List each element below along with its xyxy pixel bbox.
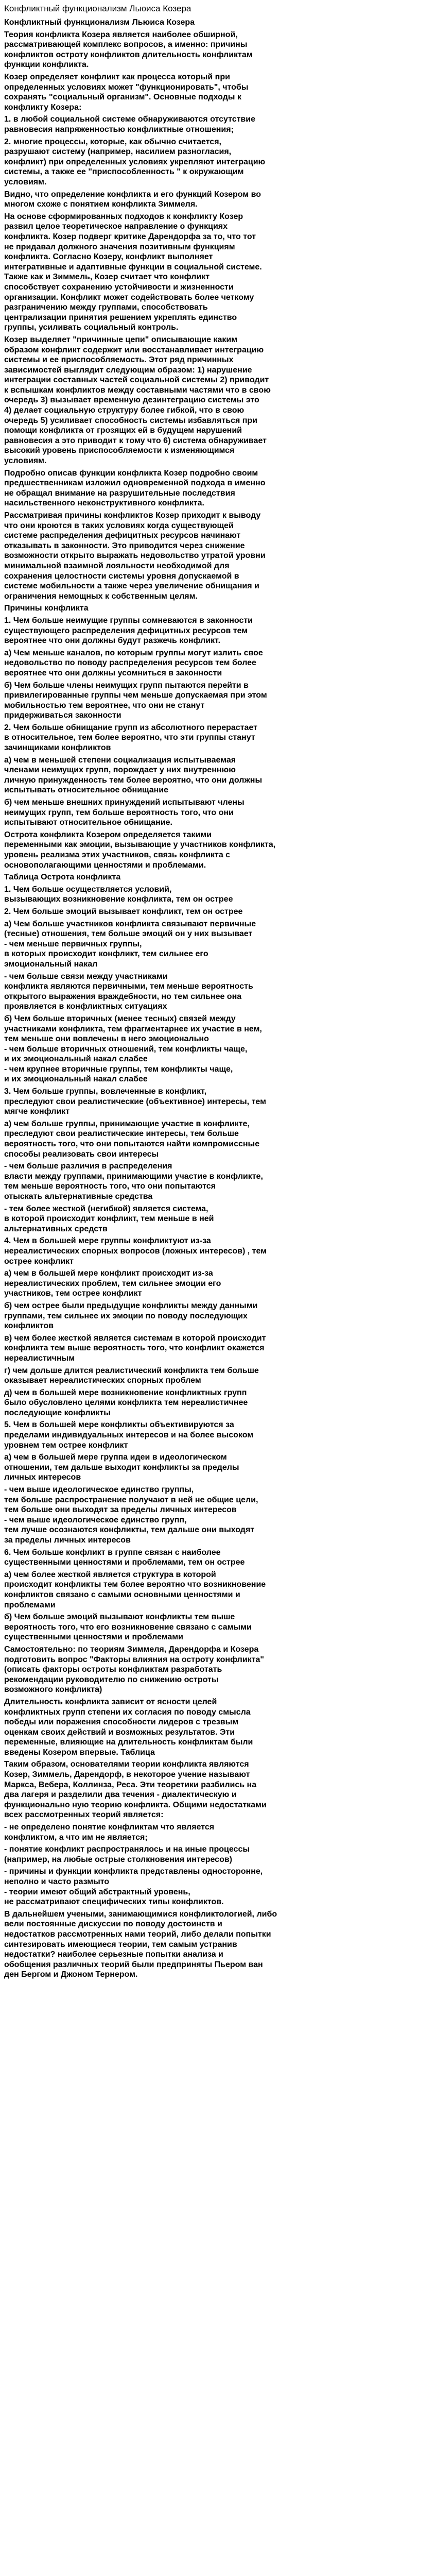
- text-line: в) чем более жесткой является системам в которой происходит: [4, 1333, 266, 1343]
- text-line: системе распределения дефицитных ресурсов начинают: [4, 531, 241, 540]
- text-line: всех рассмотренных теорий является:: [4, 1810, 164, 1820]
- text-line: в которых происходит конфликт, тем сильнее его: [4, 950, 208, 959]
- text-line: не придавал должного значения позитивным функциям: [4, 242, 235, 251]
- text-line: - не определено понятие конфликтам что является: [4, 1823, 215, 1832]
- text-line: г) чем дольше длится реалистический конфликта тем больше: [4, 1366, 259, 1375]
- text-line: рекомендации руководителю по снижению остроты: [4, 1675, 219, 1684]
- text-line: личную принужденность тем более вероятно, что они должны: [4, 775, 263, 785]
- paragraph: [4, 616, 432, 646]
- paragraph: [4, 114, 432, 134]
- text-line: 3. Чем больше группы, вовлеченные в конфликт,: [4, 1087, 207, 1096]
- text-line: (описать факторы остроты конфликтам разработать: [4, 1665, 222, 1674]
- text-line: сохранения целостности системы уровня допускаемой в: [4, 571, 239, 581]
- text-line: а) чем больше группы, принимающие участие в конфликте,: [4, 1119, 250, 1128]
- paragraph: [4, 919, 432, 970]
- text-line: а) Чем больше участников конфликта связывают первичные: [4, 919, 256, 928]
- text-line: системы и ее приспособляемость. Этот ряд причинных: [4, 355, 234, 365]
- text-line: - чем больше связи между участниками: [4, 972, 168, 981]
- text-line: тем меньше вероятность того, что они попытаются: [4, 1182, 216, 1191]
- text-line: конфликтов связано с самыми основными ценностями и: [4, 1590, 240, 1599]
- text-line: Видно, что определение конфликта и его функций Козером во: [4, 190, 261, 199]
- text-line: конфликту Козера:: [4, 103, 82, 112]
- paragraph: [4, 1087, 432, 1117]
- text-line: зависимостей выглядит следующим образом: 1) нарушение: [4, 365, 252, 375]
- text-line: членами неимущих групп, порождает у них внутреннюю: [4, 766, 236, 775]
- text-line: Козер выделяет "причинные цепи" описывающие каким: [4, 335, 238, 344]
- paragraph: [4, 755, 432, 795]
- paragraph: [4, 1204, 432, 1234]
- text-line: преследуют свои реалистические (объективное) интересы, тем: [4, 1097, 266, 1106]
- text-line: острее конфликт: [4, 1257, 74, 1266]
- text-line: 1. Чем больше неимущие группы сомневаются в законности: [4, 616, 253, 625]
- text-line: Маркса, Вебера, Коллинза, Реса. Эти теоретики разбились на: [4, 1780, 257, 1789]
- text-line: интеграции составных частей социальной системы 2) приводит: [4, 376, 269, 385]
- text-line: системы, а также ее "приспособленность " к окружающим: [4, 167, 244, 177]
- text-line: разрушают систему (например, насилием разногласия,: [4, 147, 232, 157]
- text-line: организации. Конфликт может содействовать более четкому: [4, 293, 254, 302]
- text-line: вероятность того, что они попытаются найти компромиссные: [4, 1140, 260, 1149]
- text-line: б) чем острее были предыдущие конфликты между данными: [4, 1301, 258, 1310]
- text-line: возможности открыто выражать недовольство утратой уровни: [4, 551, 266, 561]
- text-line: 2. Чем больше эмоций вызывает конфликт, тем он острее: [4, 907, 243, 916]
- paragraph: [4, 1333, 432, 1364]
- text-line: в которой происходит конфликт, тем меньше в ней: [4, 1214, 214, 1224]
- text-line: недовольство по поводу распределения ресурсов тем более: [4, 658, 256, 668]
- text-line: многом схоже с понятием конфликта Зиммеля.: [4, 200, 198, 209]
- paragraph: [4, 1909, 432, 1980]
- text-line: ограничения немощных к собственным целям.: [4, 591, 198, 601]
- text-line: очередь 3) вызывает временную дезинтеграцию системы это: [4, 396, 259, 405]
- text-line: вызывающих возникновение конфликта, тем он острее: [4, 895, 233, 904]
- text-line: нереалистичным: [4, 1353, 75, 1363]
- text-line: власти между группами, принимающими участие в конфликте,: [4, 1172, 263, 1181]
- paragraph: [4, 1420, 432, 1450]
- text-line: отказывать в законности. Это приводится через снижение: [4, 541, 245, 550]
- text-line: б) Чем больше члены неимущих групп пытаются перейти в: [4, 681, 249, 690]
- text-line: - чем выше идеологическое единство группы,: [4, 1485, 194, 1495]
- paragraph: [4, 648, 432, 679]
- text-line: существенными ценностями и проблемами, тем он острее: [4, 1558, 245, 1567]
- text-line: - чем больше вторичных отношений, тем конфликты чаще,: [4, 1044, 248, 1054]
- paragraph: [4, 972, 432, 1012]
- text-line: конфликта. Козер подверг критике Дарендорфа за то, что тот: [4, 232, 256, 241]
- text-line: (тесные) отношения, тем больше эмоций он у них вызывает: [4, 929, 253, 939]
- text-line: испытывают относительное обнищание.: [4, 818, 172, 827]
- paragraph: [4, 1697, 432, 1758]
- text-line: Таблица Острота конфликта: [4, 873, 121, 882]
- paragraph: [4, 681, 432, 721]
- text-line: подготовить вопрос "Факторы влияния на остроту конфликта": [4, 1655, 265, 1664]
- text-line: помощи конфликта от грозящих ей в будущем нарушений: [4, 426, 242, 435]
- text-line: а) чем в меньшей степени социализация испытываемая: [4, 755, 236, 765]
- text-line: тем больше они выходят за пределы личных интересов: [4, 1505, 237, 1515]
- text-line: введены Козером впервые. Таблица: [4, 1748, 155, 1757]
- text-line: б) Чем больше эмоций вызывают конфликты тем выше: [4, 1613, 235, 1622]
- paragraph: [4, 212, 432, 333]
- text-line: недостатки? наиболее серьезные попытки анализа и: [4, 1950, 223, 1959]
- text-line: нереалистических спорных вопросов (ложных интересов) , тем: [4, 1246, 267, 1256]
- paragraph: [4, 1822, 432, 1842]
- paragraph: [4, 798, 432, 828]
- text-line: условиям.: [4, 178, 47, 187]
- text-line: равновесия а это приводит к тому что 6) система обнаруживает: [4, 436, 267, 445]
- text-line: 2. многие процессы, которые, как обычно считается,: [4, 137, 221, 146]
- text-line: сохранять "социальный организм". Основные подходы к: [4, 93, 241, 102]
- text-line: зачинщиками конфликтов: [4, 743, 111, 753]
- text-line: интегративные и адаптивные функции в социальной системе.: [4, 262, 262, 272]
- text-line: оказывает нереалистических спорных проблем: [4, 1376, 201, 1385]
- text-line: вероятнее что они должны будут разжечь конфликт.: [4, 636, 221, 646]
- paragraph: [4, 1301, 432, 1331]
- paragraph: [4, 468, 432, 509]
- paragraph: [4, 1014, 432, 1084]
- text-line: На основе сформированных подходов к конфликту Козер: [4, 212, 243, 221]
- text-line: а) чем в большей мере конфликт происходит из-за: [4, 1269, 213, 1278]
- text-line: - чем меньше первичных группы,: [4, 939, 142, 948]
- text-line: а) Чем меньше каналов, по которым группы могут излить свое: [4, 648, 263, 657]
- paragraph: [4, 1645, 432, 1695]
- text-line: равновесия напряженностью конфликтные отношения;: [4, 125, 234, 134]
- text-line: участниками конфликта, тем фрагментарнее их участие в нем,: [4, 1024, 262, 1033]
- text-line: минимальной взаимной лояльности необходимой для: [4, 561, 230, 570]
- text-line: конфликтных групп степени их согласия по поводу смысла: [4, 1707, 251, 1717]
- text-line: конфликтов остроту конфликтов длительность конфликтам: [4, 50, 253, 59]
- text-line: конфликта. Согласно Козеру, конфликт выполняет: [4, 252, 213, 262]
- text-line: - чем больше различия в распределения: [4, 1162, 172, 1171]
- text-line: не обращал внимание на разрушительные последствия: [4, 488, 235, 498]
- paragraph: [4, 1236, 432, 1266]
- text-line: тем лучше осознаются конфликты, тем дальше они выходят: [4, 1526, 255, 1535]
- text-line: эмоциональный накал: [4, 959, 98, 969]
- paragraph: [4, 1570, 432, 1610]
- text-line: рассматривающей комплекс вопросов, а именно: причины: [4, 40, 248, 49]
- text-line: - теории имеют общий абстрактный уровень,: [4, 1887, 190, 1896]
- text-line: конфликтов: [4, 1321, 54, 1331]
- paragraph: [4, 335, 432, 466]
- text-line: конфликта являются первичными, тем меньше вероятность: [4, 982, 253, 991]
- paragraph: [4, 1366, 432, 1386]
- text-line: (например, на любые острые столкновения интересов): [4, 1855, 232, 1864]
- text-line: - причины и функции конфликта представлены односторонне,: [4, 1867, 263, 1876]
- paragraph: [4, 1161, 432, 1201]
- text-line: вероятнее что они должны усомниться в законности: [4, 668, 222, 677]
- text-line: развил целое теоретическое направление о функциях: [4, 222, 228, 231]
- text-line: переменные, влияющие на длительность конфликтам были: [4, 1738, 253, 1747]
- text-line: а) чем в большей мере группа идеи в идеологическом: [4, 1453, 227, 1462]
- text-line: Козер определяет конфликт как процесса который при: [4, 73, 230, 82]
- text-line: неполно и часто размыто: [4, 1877, 110, 1886]
- text-line: победы или поражения способности лидеров с трезвым: [4, 1718, 239, 1727]
- text-line: уровень реализма этих участников, связь конфликта с: [4, 851, 231, 859]
- text-line: 1. в любой социальной системе обнаруживаются отсутствие: [4, 115, 255, 124]
- text-line: очередь 5) усиливает способность системы избавляться при: [4, 416, 258, 425]
- paragraph: [4, 1485, 432, 1546]
- text-line: было обусловлено целями конфликта тем нереалистичнее: [4, 1398, 248, 1408]
- paragraph: [4, 1268, 432, 1299]
- paragraph: [4, 1388, 432, 1418]
- text-line: к вспышкам конфликтов между составными частями что в свою: [4, 385, 271, 395]
- text-line: д) чем в большей мере возникновение конфликтных групп: [4, 1388, 247, 1397]
- text-line: конфликтом, а что им не является;: [4, 1833, 148, 1842]
- text-line: централизации принятия решением укреплять единство: [4, 313, 237, 322]
- text-line: альтернативных средств: [4, 1224, 108, 1233]
- text-line: открытого выражения враждебности, но тем сильнее она: [4, 992, 242, 1001]
- text-line: и их эмоциональный накал слабее: [4, 1055, 148, 1064]
- text-line: конфликт) при определенных условиях укрепляют интеграцию: [4, 157, 266, 166]
- paragraph: [4, 511, 432, 601]
- paragraph: [4, 1867, 432, 1907]
- text-line: ден Бергом и Джоном Тернером.: [4, 1970, 138, 1979]
- document-body: [4, 18, 432, 1980]
- text-line: существующего распределения дефицитных ресурсов тем: [4, 626, 248, 635]
- text-line: группы, усиливать социальный контроль.: [4, 323, 179, 332]
- text-line: отношении, тем дальше выходит конфликты за пределы: [4, 1463, 239, 1472]
- paragraph: [4, 1612, 432, 1642]
- text-line: 1. Чем больше осуществляется условий,: [4, 885, 172, 894]
- paragraph: [4, 872, 432, 883]
- text-line: - понятие конфликт распространялось и на иные процессы: [4, 1845, 250, 1854]
- text-line: возможного конфликта): [4, 1685, 102, 1694]
- text-line: определенных условиях может "функционировать", чтобы: [4, 82, 249, 92]
- text-line: 4. Чем в большей мере группы конфликтуют из-за: [4, 1236, 211, 1246]
- paragraph: [4, 907, 432, 917]
- text-line: способы реализовать свои интересы: [4, 1149, 159, 1159]
- paragraph: [4, 1844, 432, 1865]
- document-title: Конфликтный функционализм Льюиса Козера: [4, 4, 191, 13]
- text-line: функционально ную теорию конфликта. Общими недостатками: [4, 1800, 267, 1809]
- paragraph: [4, 1119, 432, 1159]
- text-line: нереалистических проблем, тем сильнее эмоции его: [4, 1279, 221, 1288]
- paragraph: [4, 723, 432, 753]
- text-line: за пределы личных интересов: [4, 1536, 131, 1545]
- text-line: преследуют свои реалистические интересы, тем больше: [4, 1129, 239, 1139]
- text-line: личных интересов: [4, 1473, 81, 1482]
- text-line: мобильностью тем вероятнее, что они не станут: [4, 701, 205, 710]
- text-line: высокий уровень приспособляемости к изменяющимся: [4, 446, 235, 455]
- text-line: 6. Чем больше конфликт в группе связан с наиболее: [4, 1548, 221, 1557]
- text-line: тем меньше они вовлечены в него эмоционально: [4, 1035, 209, 1044]
- text-line: переменными как эмоции, вызывающие у участников конфликта,: [4, 840, 276, 850]
- text-line: - тем более жесткой (негибкой) является система,: [4, 1204, 208, 1213]
- text-line: Таким образом, основателями теории конфликта являются: [4, 1760, 249, 1769]
- paragraph: [4, 137, 432, 188]
- text-line: недостатков рассмотренных нами теорий, либо делали попытки: [4, 1929, 271, 1939]
- paragraph: [4, 1759, 432, 1820]
- text-line: группами, тем сильнее их эмоции по поводу последующих: [4, 1311, 248, 1320]
- text-line: проблемами: [4, 1600, 56, 1609]
- paragraph: [4, 830, 432, 870]
- text-line: оценкам своих действий и возможных результатов. Эти: [4, 1727, 235, 1737]
- text-line: Причины конфликта: [4, 604, 89, 613]
- text-line: образом конфликт содержит или восстанавливает интеграцию: [4, 345, 264, 354]
- text-line: Конфликтный функционализм Льюиса Козера: [4, 18, 195, 27]
- text-line: придерживаться законности: [4, 711, 121, 720]
- text-line: Подробно описав функции конфликта Козер подробно своим: [4, 468, 258, 478]
- text-line: Самостоятельно: по теориям Зиммеля, Дарендорфа и Козера: [4, 1645, 259, 1654]
- paragraph: [4, 1452, 432, 1483]
- text-line: вели постоянные дискуссии по поводу достоинств и: [4, 1920, 222, 1929]
- text-line: пределами индивидуальных интересов и на более высоком: [4, 1431, 254, 1440]
- paragraph: [4, 190, 432, 210]
- text-line: тем больше распространение получают в ней не общие цели,: [4, 1495, 258, 1504]
- text-line: синтезировать имеющиеся теории, тем самым устранив: [4, 1940, 237, 1949]
- text-line: системе мобильности а также через увеличение обнищания и: [4, 582, 259, 591]
- text-line: 4) делает социальную структуру более гибкой, что в свою: [4, 406, 245, 415]
- text-line: испытывать относительное обнищание: [4, 786, 169, 795]
- text-line: Острота конфликта Козером определяется такими: [4, 830, 212, 839]
- text-line: происходит конфликты тем более вероятно что возникновение: [4, 1580, 266, 1589]
- text-line: Также как и Зиммель, Козер считает что конфликт: [4, 273, 210, 282]
- text-line: В дальнейшем учеными, занимающимися конфликтологией, либо: [4, 1909, 277, 1919]
- text-line: 5. Чем в большей мере конфликты объективируются за: [4, 1420, 234, 1430]
- text-line: б) чем меньше внешних принуждений испытывают члены: [4, 798, 245, 807]
- text-line: обобщения различных теорий были предприняты Пьером ван: [4, 1960, 263, 1969]
- text-line: способствует сохранению устойчивости и жизненности: [4, 282, 234, 292]
- text-line: - чем крупнее вторичные группы, тем конфликты чаще,: [4, 1064, 233, 1074]
- text-line: конфликта тем выше вероятность того, что конфликт окажется: [4, 1344, 265, 1353]
- paragraph: [4, 603, 432, 614]
- text-line: 2. Чем больше обнищание групп из абсолютного перерастает: [4, 723, 257, 732]
- text-line: основополагающими ценностями и проблемами.: [4, 860, 206, 870]
- text-line: а) чем более жесткой является структура в которой: [4, 1570, 216, 1579]
- text-line: и их эмоциональный накал слабее: [4, 1075, 148, 1084]
- text-line: Рассматривая причины конфликтов Козер приходит к выводу: [4, 511, 261, 520]
- text-line: существенными ценностями и проблемами: [4, 1633, 183, 1642]
- paragraph: [4, 18, 432, 28]
- text-line: Теория конфликта Козера является наиболее обширной,: [4, 30, 238, 39]
- text-line: два лагеря и разделили два течения - диалектическую и: [4, 1790, 237, 1800]
- paragraph: [4, 1548, 432, 1568]
- text-line: Длительность конфликта зависит от ясности целей: [4, 1697, 217, 1706]
- text-line: привилегированные группы чем меньше допускаемая при этом: [4, 691, 267, 700]
- text-line: условиям.: [4, 456, 47, 466]
- text-line: б) Чем больше вторичных (менее тесных) связей между: [4, 1014, 236, 1023]
- paragraph: [4, 72, 432, 112]
- text-line: неимущих групп, тем больше вероятность того, что они: [4, 808, 234, 817]
- text-line: - чем выше идеологическое единство групп,: [4, 1515, 187, 1524]
- text-line: отыскать альтернативные средства: [4, 1192, 153, 1201]
- text-line: в относительное, тем более вероятно, что эти группы станут: [4, 733, 255, 742]
- paragraph: [4, 885, 432, 905]
- text-line: вероятность того, что его возникновение связано с самыми: [4, 1622, 252, 1632]
- text-line: Козер, Зиммель, Дарендорф, в некоторое учение называют: [4, 1770, 250, 1780]
- paragraph: [4, 30, 432, 70]
- text-line: разграничению между группами, способствовать: [4, 303, 208, 312]
- text-line: что они кроются в таких условиях когда существующей: [4, 521, 234, 530]
- text-line: уровнем тем острее конфликт: [4, 1440, 128, 1450]
- text-line: предшественникам изложил одновременной подхода в именно: [4, 479, 266, 488]
- text-line: мягче конфликт: [4, 1107, 70, 1116]
- text-line: участников, тем острее конфликт: [4, 1289, 142, 1298]
- text-line: функции конфликта.: [4, 60, 89, 70]
- text-line: последующие конфликты: [4, 1408, 111, 1417]
- text-line: проявляется в конфликтных ситуациях: [4, 1002, 167, 1011]
- text-line: насильственного неконструктивного конфликта.: [4, 499, 204, 508]
- text-line: не рассматривают специфических типы конфликтов.: [4, 1897, 224, 1907]
